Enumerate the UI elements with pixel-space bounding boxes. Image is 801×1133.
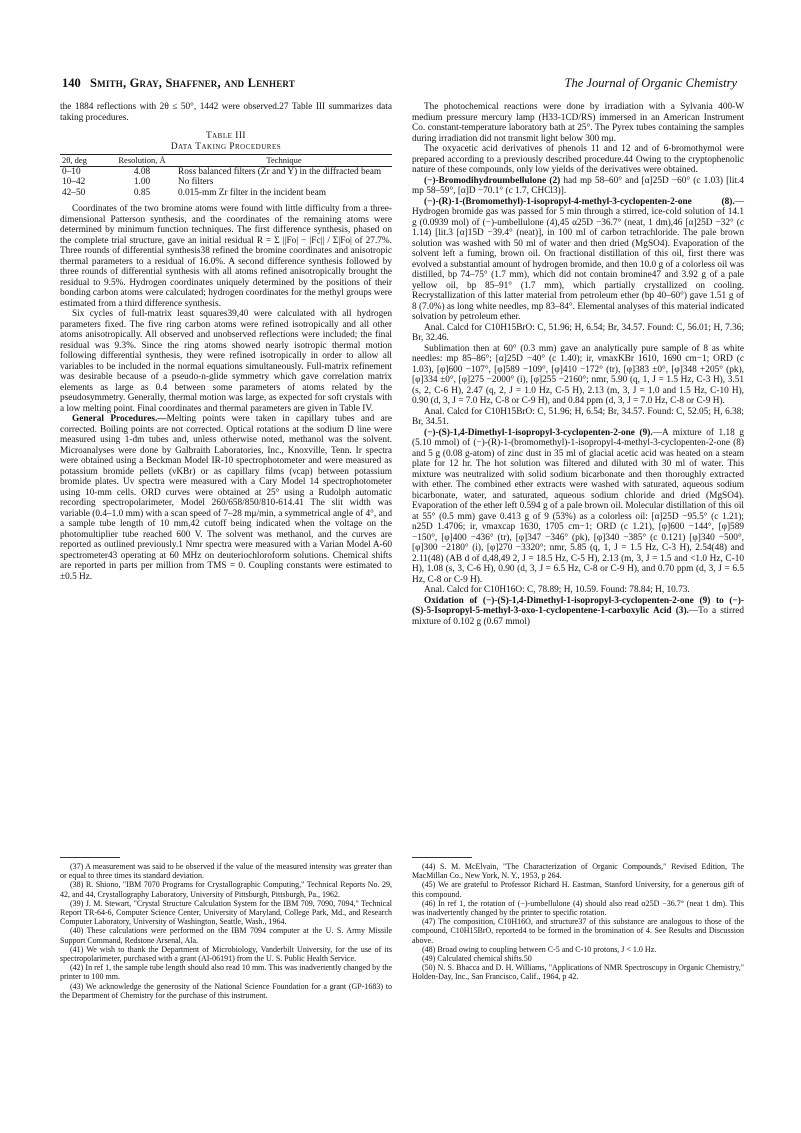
- body-paragraph: The oxyacetic acid derivatives of phenols 11 and 12 and of 6-bromothymol were prepared according to a previously described procedure.44 Owing to the cryptophenolic nature of these compounds, only low yields of the derivatives were obtained.: [412, 144, 744, 175]
- footnote: (47) The composition, C10H16O, and structure37 of this substance are analogous to those of the compound, C10H15BrO, reported4 to be formed in the bromination of 4. See Results and Discussion above.: [412, 917, 744, 945]
- body-paragraph: [412, 197, 744, 323]
- table-title: Table III: [205, 131, 247, 141]
- table-cell: 0–10: [62, 166, 81, 177]
- compound-heading: Oxidation of (−)-(S)-1,4-Dimethyl-1-isopropyl-3-cyclopenten-2-one (9) to (−)-(S)-5-Isopropyl-5-methyl-3-oxo-1-cyclopentene-1-carboxylic Acid (3).: [412, 595, 744, 616]
- right-footnotes: [412, 862, 744, 982]
- body-paragraph: Six cycles of full-matrix least squares39,40 were calculated with all hydrogen parameters fixed. The five ring carbon atoms were refined isotropically and all other atoms anisotropically. All observed and unobserved reflections were included; the final residual was 9.3%. Since the ring atoms showed nearly isotropic thermal motion following differential synthesis, they were refined isotropically in order to allow all variables to be included in the normal equations simultaneously. Full-matrix refinement was desirable because of a pseudo-n-glide symmetry which gave correlation matrix elements as large as 0.4 between some parameters of atoms related by the pseudosymmetry. Generally, thermal motion was large, as expected for soft crystals with a low melting point. Final coordinates and thermal parameters are given in Table IV.: [60, 309, 392, 414]
- body-text: had mp 58–60° and [α]25D −60° (c 1.03) [lit.4 mp 58–59°, [α]D −70.1° (c 1.7, CHCl3)].: [412, 175, 744, 196]
- left-footnotes: [60, 862, 392, 1000]
- table-header: Resolution, Å: [118, 155, 166, 165]
- compound-heading: (−)-(S)-1,4-Dimethyl-1-isopropyl-3-cyclopenten-2-one (9).: [424, 427, 653, 438]
- table-row: [60, 166, 392, 177]
- footnote: (45) We are grateful to Professor Richard H. Eastman, Stanford University, for a generous gift of this compound.: [412, 880, 744, 899]
- table-cell: 1.00: [133, 177, 151, 187]
- footnote: (42) In ref 1, the sample tube length should also read 10 mm. This was inadvertently changed by the printer to 100 mm.: [60, 963, 392, 982]
- table-cell: 4.08: [133, 166, 151, 177]
- body-paragraph: [60, 414, 392, 582]
- table-row: [60, 177, 392, 188]
- section-heading: General Procedures.—: [72, 414, 167, 424]
- analysis-paragraph: Anal. Calcd for C10H15BrO: C, 51.96; H, 6.54; Br, 34.57. Found: C, 56.01; H, 7.36; Br, 32.46.: [412, 322, 744, 343]
- body-paragraph: The photochemical reactions were done by irradiation with a Sylvania 400-W medium pressure mercury lamp (H33-1CD/RS) immersed in an American Instrument Co. constant-temperature laboratory bath at 25°. The Pyrex tubes containing the samples during irradiation did not transmit light below 300 mμ.: [412, 102, 744, 144]
- footnote: (41) We wish to thank the Department of Microbiology, Vanderbilt University, for the use of its spectropolarimeter, purchased with a grant (AI-06191) from the U. S. Public Health Service.: [60, 944, 392, 964]
- journal-name: The Journal of Organic Chemistry: [564, 76, 737, 90]
- table-cell: 0.85: [133, 187, 151, 198]
- table-cell: 0.015-mm Zr filter in the incident beam: [178, 187, 326, 198]
- table-row: [60, 188, 392, 199]
- body-paragraph: [412, 596, 744, 628]
- footnote: (44) S. M. McElvain, "The Characterization of Organic Compounds," Revised Edition, The MacMillan Co., New York, N. Y., 1953, p 264.: [412, 862, 744, 881]
- footnote: (49) Calculated chemical shifts.50: [422, 954, 532, 964]
- table-cell: Ross balanced filters (Zr and Y) in the diffracted beam: [178, 166, 382, 177]
- body-paragraph: Coordinates of the two bromine atoms were found with little difficulty from a three-dimensional Patterson synthesis, and the coordinates of the remaining atoms were determined by minimum function techniques. The first difference synthesis, phased on the complete trial structure, gave an initial residual R = Σ ||Fo| − |Fc|| / Σ|Fo| of 27.7%. Three rounds of differential synthesis38 refined the bromine coordinates and anisotropic thermal parameters to a residual of 16.0%. A second difference synthesis followed by three rounds of differential synthesis with all atoms refined anisotropically brought the residual to 9.5%. Hydrogen coordinates uniquely determined by the positions of their bonding carbon atoms were calculated; hydrogen coordinates for the methyl groups were estimated from a third difference synthesis.: [60, 204, 392, 309]
- header-authors: Smith, Gray, Shaffner, and Lenhert: [90, 76, 295, 90]
- body-text: —To a stirred mixture of 0.102 g (0.67 mmol): [412, 606, 744, 627]
- compound-heading: (−)-(R)-1-(Bromomethyl)-1-isopropyl-4-methyl-3-cyclopenten-2-one (8).: [424, 196, 735, 207]
- footnote: (39) J. M. Stewart, "Crystal Structure Calculation System for the IBM 709, 7090, 7094," Technical Report TR-64-6, Computer Science Center, University of Maryland, College Park, Md., and Research Computer Laboratory, University of Washington, Seattle, Wash., 1964.: [60, 898, 392, 927]
- body-text: —A mixture of 1.18 g (5.10 mmol) of (−)-(R)-1-(bromomethyl)-1-isopropyl-4-methyl-3-cyclopenten-2-one (8) and 5 g (0.08 g-atom) of zinc dust in 35 ml of glacial acetic acid was heated on a steam plate for 12 hr. The hot solution was filtered and diluted with 30 ml of water. This mixture was neutralized with solid sodium bicarbonate and then thoroughly extracted with ether. The combined ether extracts were washed with saturated, aqueous sodium bicarbonate, water, and saturated, aqueous sodium chloride and dried (MgSO4). Evaporation of the ether left 0.594 g of a pale brown oil. Molecular distillation of this oil at 55° (0.5 mm) gave 0.413 g of 9 (53%) as a colorless oil: [α]25D −95.5° (c 1.21); n25D 1.4706; ir, νmaxcap 1630, 1705 cm−1; ORD (c 1.21), [φ]600 −144°, [φ]589 −150°, [φ]400 −436° (tr), [φ]347 −346° (pk), [φ]340 −385° (c 0.121) [φ]340 −500°, [φ]300 −2180° (i), [φ]270 −3320°; nmr, 5.85 (q, 1, J = 1.5 Hz, C-3 H), 2.54(48) and 2.11(48) (AB d of d,48,49 2, J = 18.5 Hz, C-5 H), 2.13 (m, 3, J = 1.5 and <1.0 Hz, C-10 H), 1.08 (s, 3, C-6 H), 0.90 (d, 3, J = 6.5 Hz, C-8 or C-9 H), and 0.70 ppm (d, 3, J = 6.5 Hz, C-8 or C-9 H).: [412, 427, 745, 585]
- table-cell: 42–50: [62, 187, 86, 198]
- running-header: [62, 76, 737, 92]
- right-column: [412, 102, 744, 627]
- footnote: (38) R. Shiono, "IBM 7070 Programs for Crystallographic Computing," Technical Reports No. 29, 42, and 44, Crystallography Laboratory, University of Pittsburgh, Pittsburgh, Pa., 1962.: [60, 880, 392, 899]
- body-paragraph: [412, 428, 744, 586]
- left-column: [60, 102, 392, 582]
- footnote-rule: [60, 857, 120, 858]
- table-cell: No filters: [178, 177, 214, 187]
- data-taking-table: [60, 154, 392, 198]
- page-number: 140: [62, 76, 81, 90]
- footnote: (40) These calculations were performed on the IBM 7094 computer at the U. S. Army Missile Support Command, Redstone Arsenal, Ala.: [60, 926, 392, 945]
- analysis-paragraph: Anal. Calcd for C10H16O: C, 78.89; H, 10.59. Found: 78.84; H, 10.73.: [424, 585, 690, 595]
- analysis-paragraph: Anal. Calcd for C10H15BrO: C, 51.96; H, 6.54; Br, 34.57. Found: C, 52.05; H, 6.38; Br, 34.51.: [412, 406, 744, 427]
- footnote: (46) In ref 1, the rotation of (−)-umbellulone (4) should also read α25D −36.7° (neat 1 dm). This was inadvertently changed by the printer to specific rotation.: [412, 898, 744, 918]
- body-paragraph: Sublimation then at 60° (0.3 mm) gave an analytically pure sample of 8 as white needles: mp 85–86°; [α]25D −40° (c 1.40); ir, νmaxKBr 1610, 1690 cm−1; ORD (c 1.03), [φ]600 −107°, [φ]589 −109°, [φ]410 −172° (tr), [φ]383 ±0°, [φ]348 +205° (pk), [φ]334 ±0°, [φ]275 −2000° (i), [φ]255 −2160°; nmr, 5.90 (q, 1, J = 1.5 Hz, C-3 H), 3.51 (s, 2, C-6 H), 2.47 (q, 2, J = 1.0 Hz, C-5 H), 2.13 (m, 3, J = 1.0 and 1.5 Hz, C-10 H), 0.90 (d, 3, J = 7.0 Hz, C-8 or C-9 H), and 0.84 ppm (d, 3, J = 7.0 Hz, C-8 or C-9 H).: [412, 343, 744, 406]
- table-header: 2θ, deg: [62, 155, 87, 165]
- table-header: Technique: [266, 155, 302, 165]
- table-subtitle: Data Taking Procedures: [170, 141, 282, 152]
- body-text: —Hydrogen bromide gas was passed for 5 min through a stirred, ice-cold solution of 14.1 g (0.0939 mol) of (−)-umbellulone (4),45 α25D −36.7° (neat, 1 dm),46 [α]25D −32° (c 1.14) [lit.3 [α]15D −39.4° (neat)], in 100 ml of carbon tetrachloride. The pale brown solution was washed with 50 ml of water and then dried (MgSO4). Evaporation of the solvent left a fuming, brown oil. On fractional distillation of this oil, first there was evolved a substantial amount of hydrogen bromide, and then 10.0 g of a colorless oil was distilled, bp 74–75° (1.7 mm), which did not contain bromine47 and 3.92 g of a pale yellow oil, bp 85–91° (1.7 mm), which partially crystallized on cooling. Recrystallization of this latter material from petroleum ether (bp 40–60°) gave 1.51 g of 8 (7.0%) as long white needles, mp 83–84°. Elemental analyses of this material indicated solvation by petroleum ether.: [412, 196, 744, 322]
- body-paragraph: [412, 176, 744, 197]
- compound-heading: (−)-Bromodihydroumbellulone (2): [424, 175, 561, 186]
- footnote: (43) We acknowledge the generosity of the National Science Foundation for a grant (GP-1683) to the Department of Chemistry for the purchase of this instrument.: [60, 981, 392, 1000]
- footnote: (37) A measurement was said to be observed if the value of the measured intensity was greater than or equal to three times its standard deviation.: [60, 862, 392, 881]
- table-cell: 10–42: [62, 177, 86, 187]
- footnote-rule: [412, 857, 472, 858]
- body-text: Melting points were taken in capillary tubes and are corrected. Boiling points are not corrected. Optical rotations at the sodium D line were measured using 1-dm tubes and, unless otherwise noted, methanol was the solvent. Microanalyses were done by Galbraith Laboratories, Inc., Knoxville, Tenn. Ir spectra were obtained using a Beckman Model IR-10 spectrophotometer and were measured as potassium bromide pellets (νKBr) or as capillary films (νcap) between potassium bromide plates. Uv spectra were measured with a Cary Model 14 spectrophotometer using 10-mm cells. ORD curves were obtained at 25° using a Rudolph automatic recording spectropolarimeter, Model 260/658/850/810-614.41 The slit width was variable (0.4–1.0 mm) with a scan speed of 7–28 mμ/min, a symmetrical angle of 4°, and a sample tube length of 10 mm,42 cutoff being indicated when the voltage on the photomultiplier tube reached 600 V. The solvent was methanol, and the curves are reported as outlined previously.1 Nmr spectra were measured with a Varian Model A-60 spectrometer43 operating at 60 MHz on deuteriochloroform solutions. Chemical shifts are reported in parts per million from TMS = 0. Coupling constants were estimated to ±0.5 Hz.: [60, 414, 393, 582]
- intro-paragraph: the 1884 reflections with 2θ ≤ 50°, 1442 were observed.27 Table III summarizes data taking procedures.: [60, 102, 392, 123]
- footnote: (50) N. S. Bhacca and D. H. Williams, "Applications of NMR Spectroscopy in Organic Chemistry," Holden-Day, Inc., San Francisco, Calif., 1964, p 42.: [412, 963, 744, 982]
- footnote: (48) Broad owing to coupling between C-5 and C-10 protons, J < 1.0 Hz.: [422, 944, 657, 954]
